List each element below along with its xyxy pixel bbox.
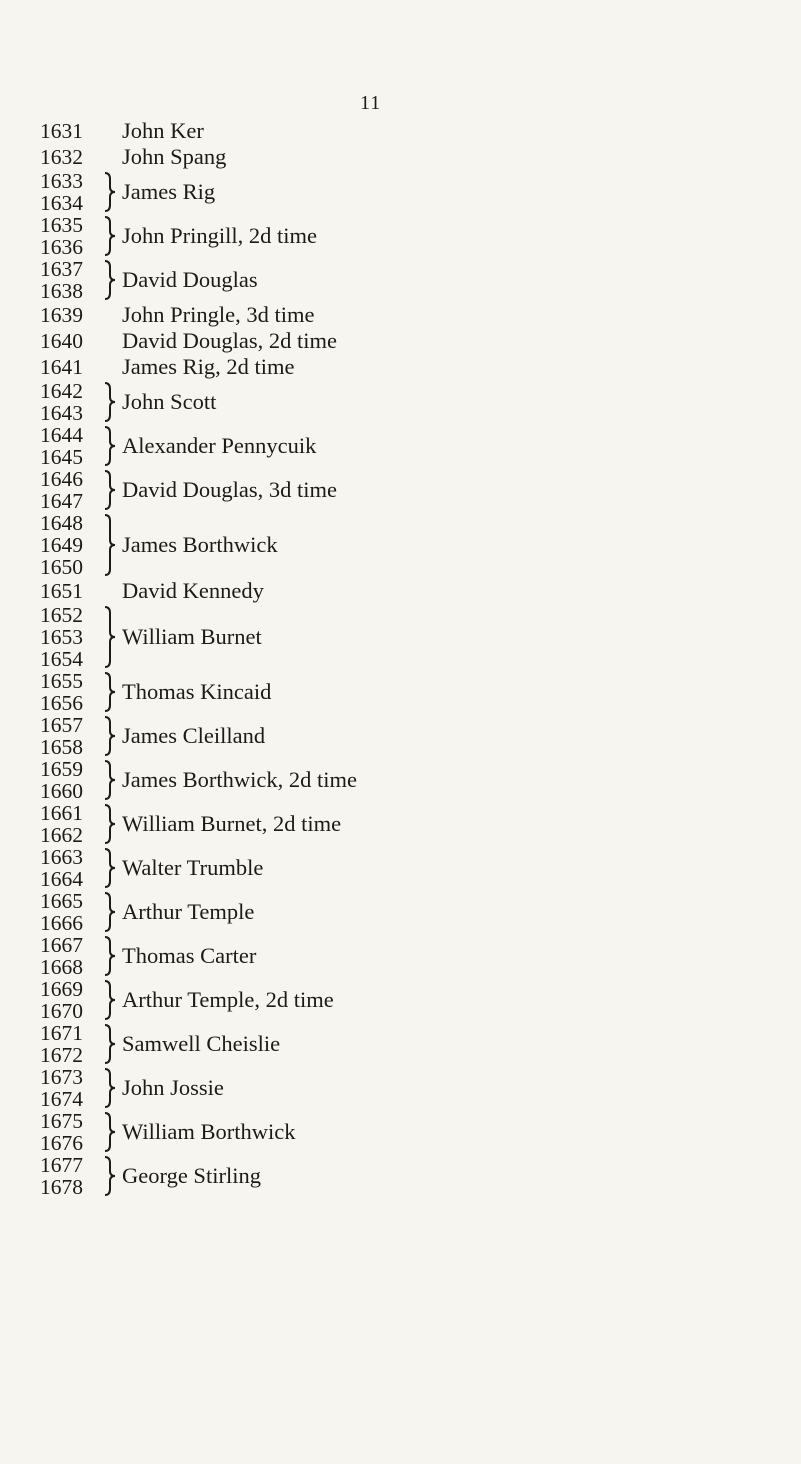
year: 1639 <box>40 303 83 327</box>
officeholder-name: John Scott <box>122 389 217 414</box>
year: 1659 <box>40 757 83 781</box>
list-item <box>40 170 780 214</box>
year-range <box>40 890 98 934</box>
list-item <box>40 144 780 170</box>
list-item <box>40 846 780 890</box>
list-item <box>40 424 780 468</box>
list-item <box>40 604 780 670</box>
year-range <box>40 670 98 714</box>
list-item <box>40 1022 780 1066</box>
year: 1661 <box>40 801 83 825</box>
year-range <box>40 380 98 424</box>
officeholder-name: William Burnet, 2d time <box>122 811 342 836</box>
officeholder-name: William Burnet <box>122 624 262 649</box>
year: 1654 <box>40 647 83 671</box>
officeholder-name: Arthur Temple <box>122 899 255 924</box>
brace-icon <box>98 671 122 713</box>
year: 1663 <box>40 845 83 869</box>
officeholder-name: Arthur Temple, 2d time <box>122 987 334 1012</box>
year-range <box>40 714 98 758</box>
brace-icon <box>98 715 122 757</box>
year-range <box>40 1154 98 1198</box>
year: 1645 <box>40 445 83 469</box>
officeholder-list <box>40 118 780 1198</box>
brace-icon <box>98 759 122 801</box>
officeholder-name: James Rig, 2d time <box>122 354 295 379</box>
year-range <box>40 170 98 214</box>
year-range <box>40 302 98 328</box>
year: 1644 <box>40 423 83 447</box>
year-range <box>40 144 98 170</box>
year: 1660 <box>40 779 83 803</box>
officeholder-name: Walter Trumble <box>122 855 264 880</box>
brace-icon <box>98 605 122 669</box>
brace-icon <box>98 1111 122 1153</box>
year: 1631 <box>40 119 83 143</box>
list-item <box>40 714 780 758</box>
year-range <box>40 328 98 354</box>
year: 1633 <box>40 169 83 193</box>
brace-icon <box>98 1067 122 1109</box>
year-range <box>40 578 98 604</box>
brace-icon <box>98 979 122 1021</box>
year-range <box>40 758 98 802</box>
brace-icon <box>98 935 122 977</box>
year: 1649 <box>40 533 83 557</box>
list-item <box>40 802 780 846</box>
year: 1640 <box>40 329 83 353</box>
year-range <box>40 258 98 302</box>
officeholder-name: Thomas Kincaid <box>122 679 272 704</box>
year: 1647 <box>40 489 83 513</box>
list-item <box>40 1110 780 1154</box>
list-item <box>40 468 780 512</box>
officeholder-name: Alexander Pennycuik <box>122 433 317 458</box>
year: 1646 <box>40 467 83 491</box>
brace-icon <box>98 425 122 467</box>
year-range <box>40 512 98 578</box>
year: 1672 <box>40 1043 83 1067</box>
year: 1671 <box>40 1021 83 1045</box>
year-range <box>40 1110 98 1154</box>
officeholder-name: James Borthwick, 2d time <box>122 767 357 792</box>
brace-icon <box>98 469 122 511</box>
officeholder-name: John Jossie <box>122 1075 224 1100</box>
year: 1650 <box>40 555 83 579</box>
list-item <box>40 302 780 328</box>
year: 1652 <box>40 603 83 627</box>
year: 1642 <box>40 379 83 403</box>
brace-icon <box>98 1155 122 1197</box>
year: 1664 <box>40 867 83 891</box>
officeholder-name: David Douglas <box>122 267 258 292</box>
list-item <box>40 1066 780 1110</box>
year-range <box>40 468 98 512</box>
year-range <box>40 934 98 978</box>
year-range <box>40 1022 98 1066</box>
officeholder-name: George Stirling <box>122 1163 261 1188</box>
list-item <box>40 512 780 578</box>
officeholder-name: David Douglas, 3d time <box>122 477 337 502</box>
officeholder-name: David Douglas, 2d time <box>122 328 337 353</box>
brace-icon <box>98 513 122 577</box>
officeholder-name: David Kennedy <box>122 578 264 603</box>
year: 1665 <box>40 889 83 913</box>
year-range <box>40 214 98 258</box>
officeholder-name: John Ker <box>122 118 204 143</box>
officeholder-name: James Rig <box>122 179 216 204</box>
year: 1635 <box>40 213 83 237</box>
year: 1643 <box>40 401 83 425</box>
brace-icon <box>98 171 122 213</box>
officeholder-name: William Borthwick <box>122 1119 296 1144</box>
officeholder-name: John Pringle, 3d time <box>122 302 315 327</box>
year: 1662 <box>40 823 83 847</box>
list-item <box>40 758 780 802</box>
year-range <box>40 354 98 380</box>
year: 1641 <box>40 355 83 379</box>
year: 1668 <box>40 955 83 979</box>
brace-icon <box>98 891 122 933</box>
brace-icon <box>98 381 122 423</box>
officeholder-name: James Borthwick <box>122 532 278 557</box>
year: 1674 <box>40 1087 83 1111</box>
year: 1632 <box>40 145 83 169</box>
year: 1678 <box>40 1175 83 1199</box>
list-item <box>40 978 780 1022</box>
list-item <box>40 890 780 934</box>
year: 1653 <box>40 625 83 649</box>
year-range <box>40 118 98 144</box>
year: 1656 <box>40 691 83 715</box>
year: 1667 <box>40 933 83 957</box>
officeholder-name: Thomas Carter <box>122 943 257 968</box>
year: 1636 <box>40 235 83 259</box>
year: 1637 <box>40 257 83 281</box>
list-item <box>40 1154 780 1198</box>
officeholder-name: James Cleilland <box>122 723 266 748</box>
officeholder-name: John Spang <box>122 144 227 169</box>
year: 1676 <box>40 1131 83 1155</box>
brace-icon <box>98 803 122 845</box>
list-item <box>40 934 780 978</box>
year: 1655 <box>40 669 83 693</box>
brace-icon <box>98 1023 122 1065</box>
brace-icon <box>98 259 122 301</box>
year: 1658 <box>40 735 83 759</box>
year: 1673 <box>40 1065 83 1089</box>
list-item <box>40 328 780 354</box>
year: 1634 <box>40 191 83 215</box>
list-item <box>40 258 780 302</box>
year: 1638 <box>40 279 83 303</box>
list-item <box>40 118 780 144</box>
list-item <box>40 380 780 424</box>
brace-icon <box>98 847 122 889</box>
brace-icon <box>98 215 122 257</box>
list-item <box>40 578 780 604</box>
year-range <box>40 846 98 890</box>
year: 1677 <box>40 1153 83 1177</box>
list-item <box>40 670 780 714</box>
year: 1648 <box>40 511 83 535</box>
year: 1657 <box>40 713 83 737</box>
list-item <box>40 354 780 380</box>
year-range <box>40 802 98 846</box>
year: 1651 <box>40 579 83 603</box>
year-range <box>40 978 98 1022</box>
list-item <box>40 214 780 258</box>
officeholder-name: Samwell Cheislie <box>122 1031 281 1056</box>
year: 1670 <box>40 999 83 1023</box>
year: 1669 <box>40 977 83 1001</box>
page-number: 11 <box>360 92 382 114</box>
year-range <box>40 1066 98 1110</box>
officeholder-name: John Pringill, 2d time <box>122 223 318 248</box>
year-range <box>40 604 98 670</box>
year: 1675 <box>40 1109 83 1133</box>
year: 1666 <box>40 911 83 935</box>
year-range <box>40 424 98 468</box>
